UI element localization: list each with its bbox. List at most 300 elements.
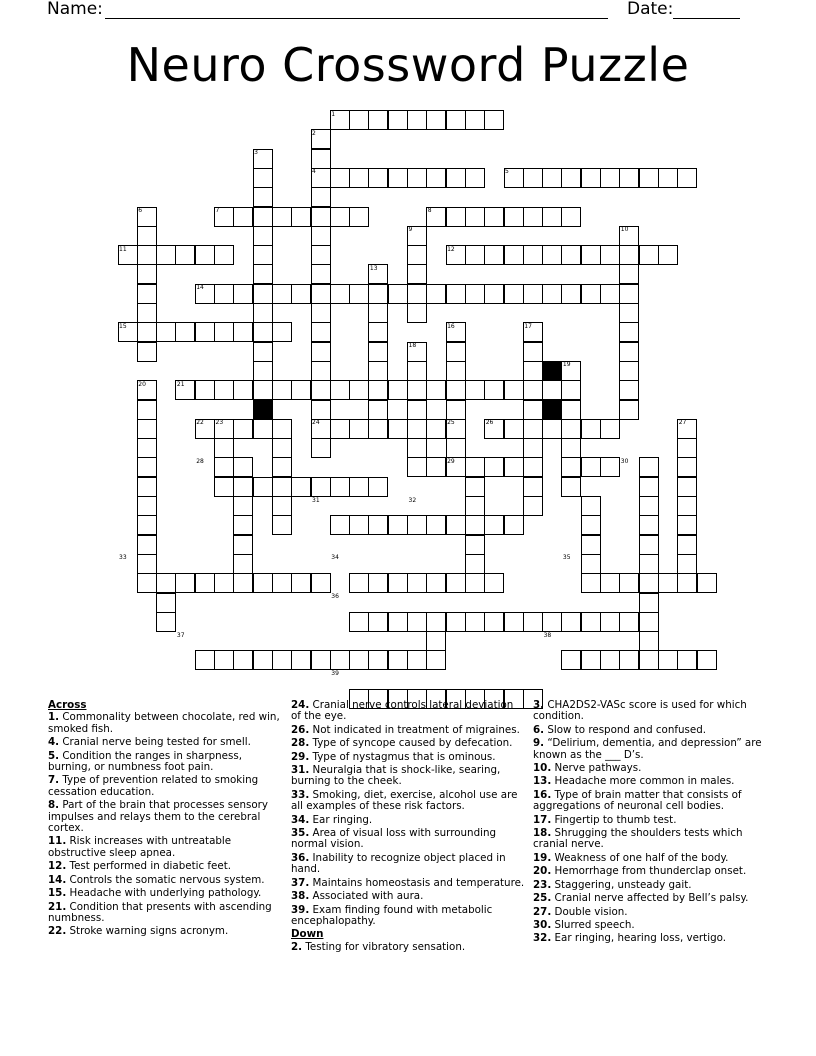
crossword-cell[interactable]	[407, 612, 427, 632]
crossword-cell[interactable]	[349, 284, 369, 304]
crossword-cell[interactable]	[388, 573, 408, 593]
crossword-cell[interactable]	[349, 380, 369, 400]
crossword-cell[interactable]	[368, 380, 388, 400]
crossword-cell[interactable]	[214, 457, 234, 477]
crossword-cell[interactable]	[291, 573, 311, 593]
crossword-cell[interactable]	[311, 149, 331, 169]
crossword-cell[interactable]	[272, 496, 292, 516]
crossword-cell[interactable]	[619, 361, 639, 381]
crossword-cell[interactable]	[446, 361, 466, 381]
crossword-cell[interactable]	[619, 380, 639, 400]
crossword-cell[interactable]	[349, 573, 369, 593]
crossword-cell[interactable]	[523, 245, 543, 265]
crossword-cell[interactable]	[311, 380, 331, 400]
crossword-cell[interactable]	[446, 419, 466, 439]
crossword-cell[interactable]	[233, 284, 253, 304]
crossword-cell[interactable]	[214, 207, 234, 227]
crossword-cell[interactable]	[291, 207, 311, 227]
crossword-cell[interactable]	[504, 515, 524, 535]
crossword-cell[interactable]	[426, 515, 446, 535]
crossword-cell[interactable]	[156, 245, 176, 265]
crossword-cell[interactable]	[465, 168, 485, 188]
crossword-cell[interactable]	[504, 284, 524, 304]
crossword-cell[interactable]	[619, 284, 639, 304]
crossword-cell[interactable]	[233, 515, 253, 535]
crossword-cell[interactable]	[214, 322, 234, 342]
crossword-cell[interactable]	[407, 380, 427, 400]
crossword-cell[interactable]	[311, 419, 331, 439]
crossword-cell[interactable]	[330, 207, 350, 227]
crossword-cell[interactable]	[272, 322, 292, 342]
crossword-cell[interactable]	[233, 380, 253, 400]
crossword-cell[interactable]	[677, 438, 697, 458]
crossword-cell[interactable]	[214, 380, 234, 400]
crossword-cell[interactable]	[677, 419, 697, 439]
crossword-cell[interactable]	[465, 245, 485, 265]
crossword-cell[interactable]	[446, 457, 466, 477]
crossword-cell[interactable]	[677, 477, 697, 497]
crossword-cell[interactable]	[523, 457, 543, 477]
crossword-cell[interactable]	[581, 245, 601, 265]
crossword-cell[interactable]	[697, 650, 717, 670]
crossword-cell[interactable]	[465, 110, 485, 130]
crossword-cell[interactable]	[253, 477, 273, 497]
crossword-cell[interactable]	[619, 168, 639, 188]
crossword-cell[interactable]	[388, 612, 408, 632]
crossword-cell[interactable]	[330, 515, 350, 535]
crossword-cell[interactable]	[523, 477, 543, 497]
crossword-cell[interactable]	[407, 573, 427, 593]
crossword-cell[interactable]	[465, 515, 485, 535]
crossword-cell[interactable]	[426, 207, 446, 227]
crossword-cell[interactable]	[639, 573, 659, 593]
crossword-cell[interactable]	[311, 264, 331, 284]
crossword-cell[interactable]	[561, 612, 581, 632]
crossword-cell[interactable]	[175, 322, 195, 342]
crossword-cell[interactable]	[426, 284, 446, 304]
crossword-cell[interactable]	[233, 207, 253, 227]
crossword-cell[interactable]	[523, 322, 543, 342]
crossword-cell[interactable]	[368, 612, 388, 632]
crossword-cell[interactable]	[426, 457, 446, 477]
crossword-cell[interactable]	[214, 477, 234, 497]
crossword-cell[interactable]	[388, 650, 408, 670]
crossword-cell[interactable]	[581, 284, 601, 304]
crossword-cell[interactable]	[195, 573, 215, 593]
crossword-cell[interactable]	[291, 477, 311, 497]
crossword-cell[interactable]	[368, 573, 388, 593]
crossword-cell[interactable]	[426, 650, 446, 670]
crossword-cell[interactable]	[407, 515, 427, 535]
crossword-cell[interactable]	[446, 284, 466, 304]
crossword-cell[interactable]	[446, 245, 466, 265]
crossword-cell[interactable]	[137, 515, 157, 535]
crossword-cell[interactable]	[368, 650, 388, 670]
crossword-cell[interactable]	[137, 554, 157, 574]
crossword-cell[interactable]	[349, 419, 369, 439]
crossword-cell[interactable]	[600, 650, 620, 670]
crossword-cell[interactable]	[253, 149, 273, 169]
crossword-cell[interactable]	[388, 380, 408, 400]
crossword-cell[interactable]	[311, 303, 331, 323]
crossword-cell[interactable]	[330, 380, 350, 400]
crossword-cell[interactable]	[561, 400, 581, 420]
crossword-cell[interactable]	[195, 380, 215, 400]
crossword-cell[interactable]	[291, 284, 311, 304]
crossword-cell[interactable]	[426, 380, 446, 400]
crossword-cell[interactable]	[137, 245, 157, 265]
crossword-cell[interactable]	[658, 245, 678, 265]
crossword-cell[interactable]	[504, 245, 524, 265]
crossword-cell[interactable]	[368, 322, 388, 342]
crossword-cell[interactable]	[581, 515, 601, 535]
crossword-cell[interactable]	[253, 284, 273, 304]
crossword-cell[interactable]	[677, 515, 697, 535]
crossword-cell[interactable]	[311, 322, 331, 342]
crossword-cell[interactable]	[639, 593, 659, 613]
crossword-cell[interactable]	[484, 573, 504, 593]
crossword-cell[interactable]	[272, 477, 292, 497]
crossword-cell[interactable]	[214, 419, 234, 439]
crossword-cell[interactable]	[581, 457, 601, 477]
crossword-cell[interactable]	[137, 400, 157, 420]
crossword-cell[interactable]	[368, 342, 388, 362]
crossword-cell[interactable]	[639, 457, 659, 477]
crossword-cell[interactable]	[446, 400, 466, 420]
crossword-cell[interactable]	[697, 573, 717, 593]
crossword-cell[interactable]	[677, 496, 697, 516]
crossword-cell[interactable]	[677, 457, 697, 477]
crossword-cell[interactable]	[446, 110, 466, 130]
crossword-cell[interactable]	[195, 419, 215, 439]
crossword-cell[interactable]	[137, 226, 157, 246]
crossword-cell[interactable]	[639, 650, 659, 670]
crossword-cell[interactable]	[253, 419, 273, 439]
crossword-cell[interactable]	[542, 380, 562, 400]
crossword-cell[interactable]	[523, 612, 543, 632]
crossword-cell[interactable]	[349, 477, 369, 497]
crossword-cell[interactable]	[581, 612, 601, 632]
crossword-cell[interactable]	[311, 226, 331, 246]
crossword-cell[interactable]	[465, 612, 485, 632]
crossword-cell[interactable]	[407, 226, 427, 246]
crossword-cell[interactable]	[368, 515, 388, 535]
crossword-cell[interactable]	[253, 380, 273, 400]
crossword-cell[interactable]	[542, 168, 562, 188]
crossword-cell[interactable]	[581, 573, 601, 593]
crossword-cell[interactable]	[311, 400, 331, 420]
crossword-cell[interactable]	[368, 303, 388, 323]
crossword-cell[interactable]	[600, 612, 620, 632]
crossword-cell[interactable]	[137, 573, 157, 593]
crossword-cell[interactable]	[253, 650, 273, 670]
crossword-cell[interactable]	[253, 226, 273, 246]
crossword-cell[interactable]	[639, 554, 659, 574]
crossword-cell[interactable]	[272, 573, 292, 593]
crossword-cell[interactable]	[118, 322, 138, 342]
crossword-cell[interactable]	[311, 245, 331, 265]
crossword-cell[interactable]	[446, 207, 466, 227]
crossword-cell[interactable]	[561, 650, 581, 670]
crossword-cell[interactable]	[349, 650, 369, 670]
crossword-cell[interactable]	[407, 650, 427, 670]
crossword-cell[interactable]	[523, 380, 543, 400]
crossword-cell[interactable]	[504, 457, 524, 477]
crossword-cell[interactable]	[484, 612, 504, 632]
crossword-cell[interactable]	[446, 515, 466, 535]
crossword-cell[interactable]	[407, 342, 427, 362]
crossword-cell[interactable]	[446, 380, 466, 400]
crossword-cell[interactable]	[465, 457, 485, 477]
crossword-cell[interactable]	[561, 245, 581, 265]
crossword-cell[interactable]	[272, 650, 292, 670]
crossword-cell[interactable]	[137, 303, 157, 323]
crossword-cell[interactable]	[619, 612, 639, 632]
crossword-cell[interactable]	[542, 419, 562, 439]
crossword-cell[interactable]	[253, 342, 273, 362]
crossword-cell[interactable]	[619, 245, 639, 265]
crossword-cell[interactable]	[330, 284, 350, 304]
crossword-cell[interactable]	[118, 245, 138, 265]
crossword-cell[interactable]	[484, 284, 504, 304]
crossword-cell[interactable]	[407, 457, 427, 477]
crossword-cell[interactable]	[465, 496, 485, 516]
crossword-cell[interactable]	[446, 438, 466, 458]
crossword-cell[interactable]	[253, 264, 273, 284]
crossword-cell[interactable]	[484, 207, 504, 227]
crossword-cell[interactable]	[137, 496, 157, 516]
crossword-cell[interactable]	[677, 168, 697, 188]
crossword-cell[interactable]	[233, 322, 253, 342]
crossword-cell[interactable]	[561, 457, 581, 477]
crossword-cell[interactable]	[465, 535, 485, 555]
crossword-cell[interactable]	[214, 284, 234, 304]
crossword-cell[interactable]	[581, 554, 601, 574]
crossword-cell[interactable]	[639, 535, 659, 555]
crossword-cell[interactable]	[388, 110, 408, 130]
crossword-cell[interactable]	[426, 612, 446, 632]
crossword-cell[interactable]	[542, 245, 562, 265]
crossword-cell[interactable]	[407, 245, 427, 265]
crossword-cell[interactable]	[137, 535, 157, 555]
crossword-cell[interactable]	[368, 477, 388, 497]
crossword-cell[interactable]	[137, 380, 157, 400]
crossword-cell[interactable]	[581, 419, 601, 439]
crossword-cell[interactable]	[311, 129, 331, 149]
crossword-cell[interactable]	[523, 361, 543, 381]
crossword-cell[interactable]	[523, 284, 543, 304]
crossword-cell[interactable]	[600, 419, 620, 439]
crossword-cell[interactable]	[619, 573, 639, 593]
crossword-cell[interactable]	[426, 110, 446, 130]
crossword-cell[interactable]	[368, 110, 388, 130]
crossword-cell[interactable]	[407, 284, 427, 304]
crossword-cell[interactable]	[542, 612, 562, 632]
crossword-cell[interactable]	[619, 342, 639, 362]
crossword-cell[interactable]	[407, 438, 427, 458]
crossword-cell[interactable]	[253, 187, 273, 207]
crossword-cell[interactable]	[311, 284, 331, 304]
crossword-cell[interactable]	[561, 168, 581, 188]
crossword-cell[interactable]	[581, 650, 601, 670]
crossword-cell[interactable]	[233, 650, 253, 670]
crossword-cell[interactable]	[484, 457, 504, 477]
crossword-cell[interactable]	[233, 496, 253, 516]
crossword-cell[interactable]	[523, 207, 543, 227]
crossword-cell[interactable]	[349, 612, 369, 632]
crossword-cell[interactable]	[137, 477, 157, 497]
crossword-cell[interactable]	[311, 477, 331, 497]
crossword-cell[interactable]	[137, 207, 157, 227]
crossword-cell[interactable]	[465, 477, 485, 497]
crossword-cell[interactable]	[561, 284, 581, 304]
crossword-cell[interactable]	[619, 264, 639, 284]
crossword-cell[interactable]	[484, 419, 504, 439]
crossword-cell[interactable]	[368, 400, 388, 420]
crossword-cell[interactable]	[137, 264, 157, 284]
crossword-cell[interactable]	[311, 207, 331, 227]
crossword-cell[interactable]	[291, 650, 311, 670]
crossword-cell[interactable]	[426, 168, 446, 188]
crossword-cell[interactable]	[368, 419, 388, 439]
crossword-cell[interactable]	[156, 573, 176, 593]
crossword-cell[interactable]	[446, 612, 466, 632]
crossword-cell[interactable]	[156, 322, 176, 342]
crossword-cell[interactable]	[677, 554, 697, 574]
crossword-cell[interactable]	[291, 380, 311, 400]
crossword-cell[interactable]	[272, 457, 292, 477]
crossword-cell[interactable]	[561, 419, 581, 439]
crossword-cell[interactable]	[600, 284, 620, 304]
crossword-cell[interactable]	[504, 612, 524, 632]
crossword-cell[interactable]	[407, 110, 427, 130]
crossword-cell[interactable]	[349, 110, 369, 130]
crossword-cell[interactable]	[272, 419, 292, 439]
crossword-cell[interactable]	[311, 438, 331, 458]
crossword-cell[interactable]	[542, 207, 562, 227]
crossword-cell[interactable]	[137, 342, 157, 362]
crossword-cell[interactable]	[233, 477, 253, 497]
crossword-cell[interactable]	[368, 168, 388, 188]
crossword-cell[interactable]	[561, 207, 581, 227]
crossword-cell[interactable]	[446, 342, 466, 362]
crossword-cell[interactable]	[195, 650, 215, 670]
crossword-cell[interactable]	[175, 380, 195, 400]
crossword-cell[interactable]	[639, 477, 659, 497]
crossword-cell[interactable]	[523, 168, 543, 188]
crossword-cell[interactable]	[368, 284, 388, 304]
crossword-cell[interactable]	[639, 612, 659, 632]
crossword-cell[interactable]	[542, 284, 562, 304]
crossword-cell[interactable]	[195, 284, 215, 304]
crossword-cell[interactable]	[504, 419, 524, 439]
crossword-cell[interactable]	[523, 438, 543, 458]
crossword-cell[interactable]	[349, 168, 369, 188]
crossword-cell[interactable]	[388, 284, 408, 304]
crossword-cell[interactable]	[272, 207, 292, 227]
crossword-cell[interactable]	[639, 245, 659, 265]
crossword-cell[interactable]	[272, 515, 292, 535]
crossword-cell[interactable]	[465, 573, 485, 593]
crossword-cell[interactable]	[677, 535, 697, 555]
crossword-cell[interactable]	[330, 650, 350, 670]
crossword-cell[interactable]	[137, 457, 157, 477]
crossword-cell[interactable]	[253, 573, 273, 593]
crossword-cell[interactable]	[600, 245, 620, 265]
crossword-cell[interactable]	[137, 438, 157, 458]
crossword-cell[interactable]	[233, 535, 253, 555]
crossword-cell[interactable]	[677, 650, 697, 670]
crossword-cell[interactable]	[368, 264, 388, 284]
crossword-cell[interactable]	[465, 380, 485, 400]
crossword-cell[interactable]	[233, 457, 253, 477]
crossword-cell[interactable]	[561, 477, 581, 497]
crossword-cell[interactable]	[639, 515, 659, 535]
crossword-cell[interactable]	[484, 110, 504, 130]
crossword-cell[interactable]	[388, 168, 408, 188]
crossword-cell[interactable]	[619, 322, 639, 342]
crossword-cell[interactable]	[639, 496, 659, 516]
crossword-cell[interactable]	[272, 438, 292, 458]
crossword-cell[interactable]	[311, 650, 331, 670]
crossword-cell[interactable]	[137, 322, 157, 342]
crossword-cell[interactable]	[349, 515, 369, 535]
crossword-cell[interactable]	[137, 419, 157, 439]
crossword-cell[interactable]	[272, 380, 292, 400]
crossword-cell[interactable]	[677, 573, 697, 593]
crossword-cell[interactable]	[253, 245, 273, 265]
crossword-cell[interactable]	[330, 110, 350, 130]
crossword-cell[interactable]	[484, 515, 504, 535]
crossword-cell[interactable]	[446, 322, 466, 342]
crossword-cell[interactable]	[214, 245, 234, 265]
crossword-cell[interactable]	[272, 284, 292, 304]
crossword-cell[interactable]	[330, 419, 350, 439]
crossword-cell[interactable]	[523, 496, 543, 516]
crossword-cell[interactable]	[137, 284, 157, 304]
crossword-cell[interactable]	[253, 303, 273, 323]
crossword-cell[interactable]	[523, 342, 543, 362]
crossword-cell[interactable]	[311, 361, 331, 381]
crossword-cell[interactable]	[407, 168, 427, 188]
crossword-cell[interactable]	[214, 438, 234, 458]
crossword-cell[interactable]	[311, 187, 331, 207]
crossword-cell[interactable]	[156, 612, 176, 632]
crossword-cell[interactable]	[504, 168, 524, 188]
crossword-cell[interactable]	[426, 631, 446, 651]
crossword-cell[interactable]	[639, 631, 659, 651]
crossword-cell[interactable]	[619, 303, 639, 323]
crossword-cell[interactable]	[465, 554, 485, 574]
crossword-cell[interactable]	[658, 168, 678, 188]
crossword-cell[interactable]	[233, 573, 253, 593]
crossword-cell[interactable]	[195, 245, 215, 265]
crossword-cell[interactable]	[311, 168, 331, 188]
crossword-cell[interactable]	[233, 554, 253, 574]
crossword-cell[interactable]	[619, 400, 639, 420]
crossword-cell[interactable]	[581, 496, 601, 516]
crossword-cell[interactable]	[349, 207, 369, 227]
crossword-cell[interactable]	[407, 400, 427, 420]
crossword-cell[interactable]	[639, 168, 659, 188]
crossword-cell[interactable]	[600, 457, 620, 477]
crossword-cell[interactable]	[156, 593, 176, 613]
crossword-cell[interactable]	[195, 322, 215, 342]
crossword-cell[interactable]	[523, 419, 543, 439]
crossword-cell[interactable]	[407, 361, 427, 381]
crossword-cell[interactable]	[330, 477, 350, 497]
crossword-cell[interactable]	[407, 303, 427, 323]
